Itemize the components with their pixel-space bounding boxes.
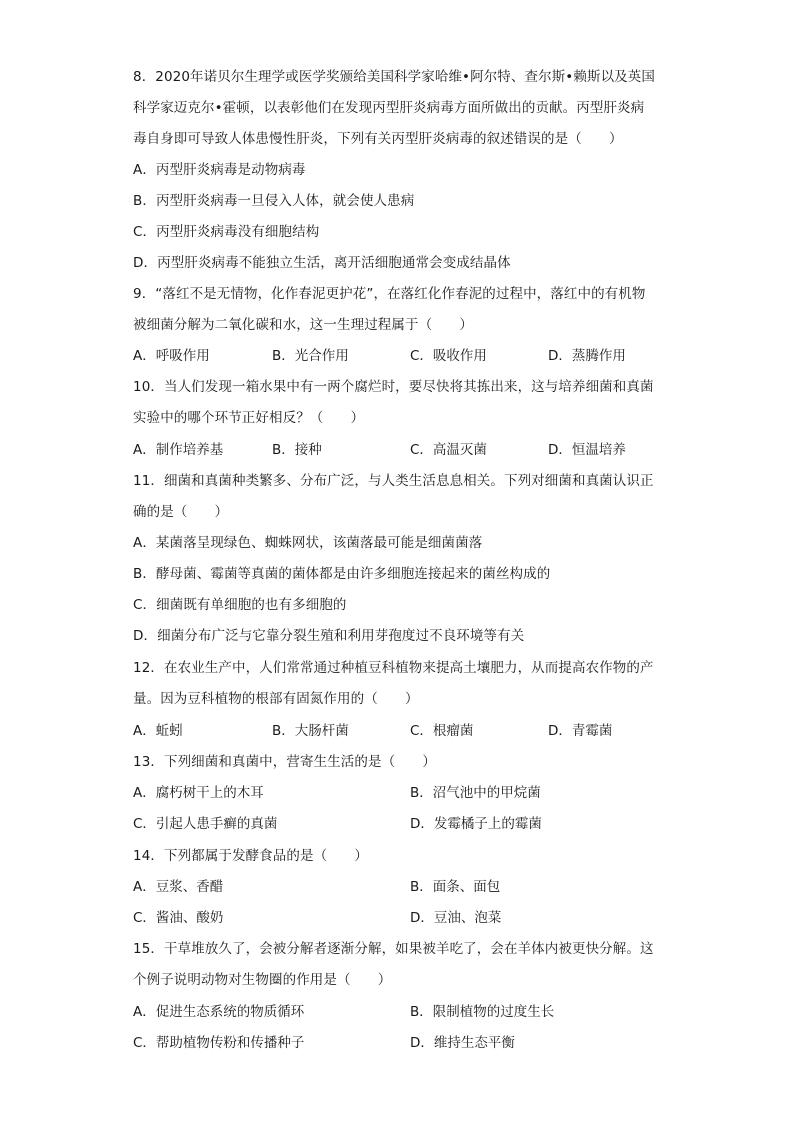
q12-option-d: D．青霉菌	[548, 723, 613, 739]
q14-option-d: D．豆油、泡菜	[410, 910, 502, 926]
q8-option-a: A．丙型肝炎病毒是动物病毒	[133, 162, 306, 178]
q11-option-a: A．某菌落呈现绿色、蜘蛛网状，该菌落最可能是细菌菌落	[133, 535, 483, 551]
q9-option-c: C．吸收作用	[410, 348, 487, 364]
q8-stem-line-2: 科学家迈克尔•霍顿，以表彰他们在发现丙型肝炎病毒方面所做出的贡献。丙型肝炎病	[133, 100, 645, 116]
q9-option-d: D．蒸腾作用	[548, 348, 626, 364]
q15-option-a: A．促进生态系统的物质循环	[133, 1004, 305, 1020]
q10-option-a: A．制作培养基	[133, 442, 224, 458]
q9-option-b: B．光合作用	[272, 348, 349, 364]
q10-stem-line-1: 10．当人们发现一箱水果中有一两个腐烂时，要尽快将其拣出来，这与培养细菌和真菌	[133, 379, 654, 395]
q15-stem-line-1: 15．干草堆放久了，会被分解者逐渐分解，如果被羊吃了，会在羊体内被更快分解。这	[133, 941, 654, 957]
q15-option-c: C．帮助植物传粉和传播种子	[133, 1035, 305, 1051]
q8-option-c: C．丙型肝炎病毒没有细胞结构	[133, 224, 320, 240]
q12-option-c: C．根瘤菌	[410, 723, 474, 739]
q14-option-a: A．豆浆、香醋	[133, 879, 224, 895]
q14-stem-line-1: 14．下列都属于发酵食品的是（ ）	[133, 848, 368, 864]
q10-stem-line-2: 实验中的哪个环节正好相反？（ ）	[133, 410, 365, 426]
q11-option-b: B．酵母菌、霉菌等真菌的菌体都是由许多细胞连接起来的菌丝构成的	[133, 566, 551, 582]
q13-option-c: C．引起人患手癣的真菌	[133, 816, 278, 832]
q13-stem-line-1: 13．下列细菌和真菌中，营寄生生活的是（ ）	[133, 754, 436, 770]
q14-option-b: B．面条、面包	[410, 879, 501, 895]
q11-option-c: C．细菌既有单细胞的也有多细胞的	[133, 597, 347, 613]
q14-option-c: C．酱油、酸奶	[133, 910, 224, 926]
q12-stem-line-1: 12．在农业生产中，人们常常通过种植豆科植物来提高土壤肥力，从而提高农作物的产	[133, 660, 654, 676]
q11-option-d: D．细菌分布广泛与它靠分裂生殖和利用芽孢度过不良环境等有关	[133, 628, 525, 644]
q9-stem-line-1: 9．“落红不是无情物，化作春泥更护花”，在落红化作春泥的过程中，落红中的有机物	[133, 286, 646, 302]
q10-option-d: D．恒温培养	[548, 442, 626, 458]
q15-option-b: B．限制植物的过度生长	[410, 1004, 555, 1020]
q11-stem-line-2: 确的是（ ）	[133, 504, 229, 520]
q10-option-b: B．接种	[272, 442, 322, 458]
q12-stem-line-2: 量。因为豆科植物的根部有固氮作用的（ ）	[133, 691, 419, 707]
q10-option-c: C．高温灭菌	[410, 442, 487, 458]
q12-option-a: A．蚯蚓	[133, 723, 183, 739]
q12-option-b: B．大肠杆菌	[272, 723, 349, 739]
q13-option-b: B．沼气池中的甲烷菌	[410, 785, 541, 801]
q15-stem-line-2: 个例子说明动物对生物圈的作用是（ ）	[133, 972, 392, 988]
q13-option-a: A．腐朽树干上的木耳	[133, 785, 264, 801]
q13-option-d: D．发霉橘子上的霉菌	[410, 816, 542, 832]
q8-stem-line-3: 毒自身即可导致人体患慢性肝炎，下列有关丙型肝炎病毒的叙述错误的是（ ）	[133, 131, 623, 147]
q11-stem-line-1: 11．细菌和真菌种类繁多、分布广泛，与人类生活息息相关。下列对细菌和真菌认识正	[133, 473, 654, 489]
q8-option-d: D．丙型肝炎病毒不能独立生活，离开活细胞通常会变成结晶体	[133, 255, 511, 271]
q9-option-a: A．呼吸作用	[133, 348, 210, 364]
q15-option-d: D．维持生态平衡	[410, 1035, 515, 1051]
q9-stem-line-2: 被细菌分解为二氧化碳和水，这一生理过程属于（ ）	[133, 317, 473, 333]
q8-option-b: B．丙型肝炎病毒一旦侵入人体，就会使人患病	[133, 193, 415, 209]
q8-stem-line-1: 8．2020年诺贝尔生理学或医学奖颁给美国科学家哈维•阿尔特、查尔斯•赖斯以及英国	[133, 69, 655, 85]
